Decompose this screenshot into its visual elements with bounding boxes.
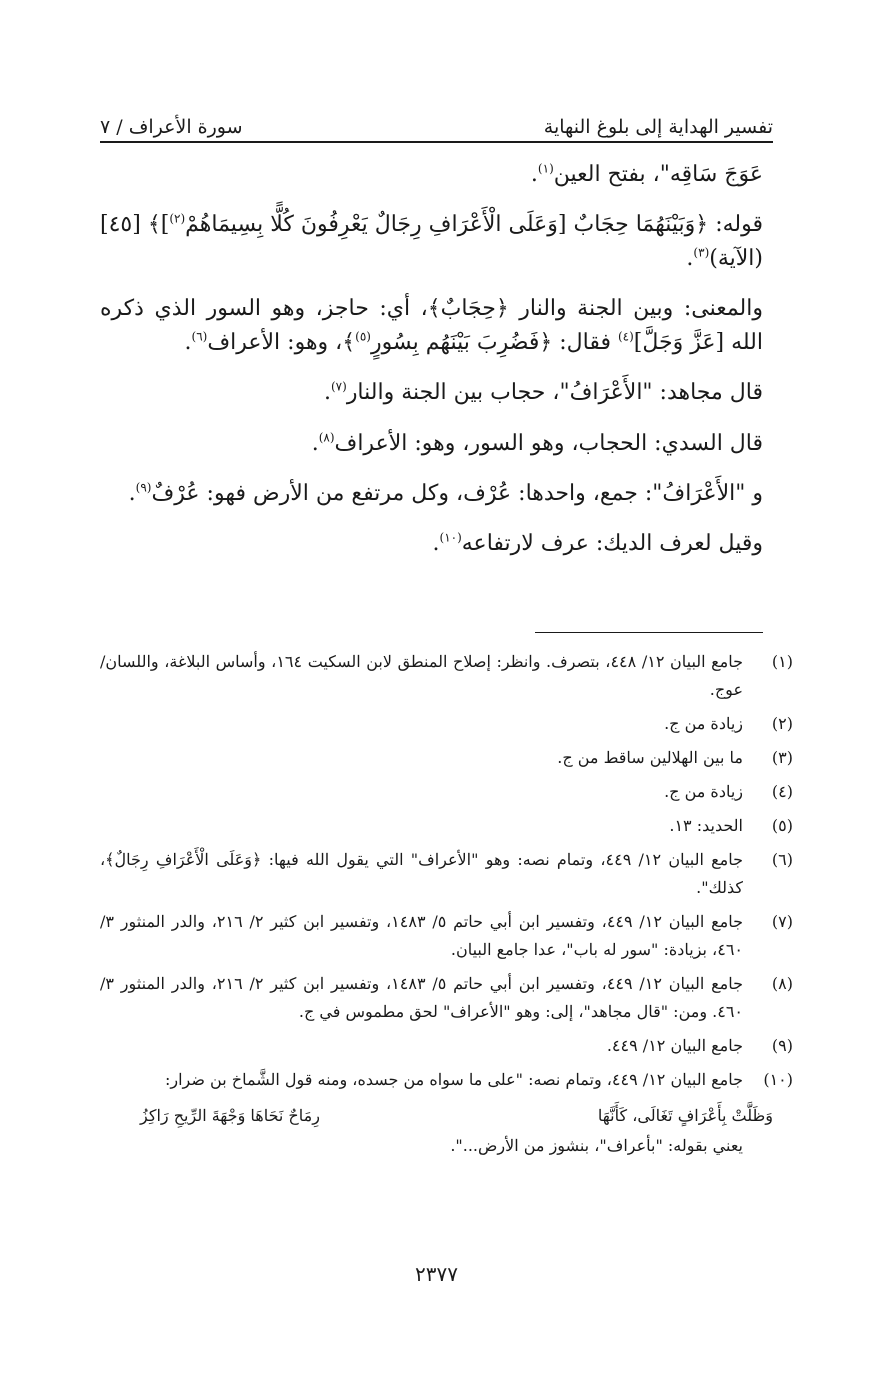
footnote-ref-4: (٤) [617, 330, 634, 345]
footnote-number: (٦) [771, 850, 793, 869]
paragraph-4: قال مجاهد: "الأَعْرَافُ"، حجاب بين الجنة والنار$^{(٧)}$. [323, 380, 763, 406]
footnote-10 [100, 1066, 793, 1094]
footnote-ref-2: (٢) [169, 211, 186, 226]
p6-text: و "الأَعْرَافُ": جمع، واحدها: عُرْف، وكل مرتفع من الأرض فهو: عُرْفٌ [151, 480, 763, 506]
p7-text: وقيل لعرف الديك: عرف لارتفاعه [461, 530, 763, 556]
header-surah: سورة الأعراف / ٧ [100, 116, 243, 138]
footnote-text: زيادة من ج. [664, 782, 743, 801]
main-text [100, 158, 763, 577]
footnotes [100, 648, 793, 1166]
paragraph-3: والمعنى: وبين الجنة والنار ﴿حِجَابٌ﴾، أي: حاجز، وهو السور الذي ذكره الله [عَزَّ وَجَلَّ]$^{(٤)}$ فقال: ﴿فَضُرِبَ بَيْنَهُم بِسُورٍ$^{(٥)}$﴾، وهو: الأعراف$^{(٦)}$. [100, 296, 763, 356]
footnote-separator [535, 632, 763, 633]
p2-text-b: ]﴾ [٤٥] (الآية) [100, 212, 763, 272]
footnote-6 [100, 846, 793, 902]
verse-hemistich-2: رِمَاحٌ نَحَاهَا وَجْهَةَ الرِّيحِ رَاكِزُ [140, 1106, 320, 1125]
footnote-ref-10: (١٠) [439, 530, 462, 545]
footnote-number: (٢) [771, 714, 793, 733]
footnote-ref-1: (١) [537, 161, 554, 176]
header-rule [100, 141, 773, 143]
footnote-text: جامع البيان ١٢/ ٤٤٩، وتمام نصه: وهو "الأعراف" التي يقول الله فيها: ﴿وَعَلَى الْأَعْرَافِ رِجَالٌ﴾، كذلك". [100, 850, 744, 897]
paragraph-5: قال السدي: الحجاب، وهو السور، وهو: الأعراف$^{(٨)}$. [311, 430, 763, 456]
footnote-8 [100, 970, 793, 1026]
footnote-2 [100, 710, 793, 738]
footnote-ref-3: (٣) [693, 245, 710, 260]
footnote-1 [100, 648, 793, 704]
footnote-number: (٩) [771, 1036, 793, 1055]
footnote-number: (٧) [771, 912, 793, 931]
footnote-text: زيادة من ج. [664, 714, 743, 733]
footnote-text: جامع البيان ١٢/ ٤٤٩، وتفسير ابن أبي حاتم ٥/ ١٤٨٣، وتفسير ابن كثير ٢/ ٢١٦، والدر المنثور ٣/ ٤٦٠، بزيادة: "سور له باب"، عدا جامع البيان. [100, 912, 744, 959]
footnote-text: الحديد: ١٣. [669, 816, 743, 835]
running-header [100, 98, 773, 138]
footnote-5 [100, 812, 793, 840]
footnote-9 [100, 1032, 793, 1060]
footnote-text: يعني بقوله: "بأعراف"، بنشوز من الأرض...". [450, 1136, 743, 1155]
footnote-ref-6: (٦) [191, 330, 208, 345]
footnote-7 [100, 908, 793, 964]
footnote-number: (٤) [771, 782, 793, 801]
p3-text-a: والمعنى: وبين الجنة والنار ﴿حِجَابٌ﴾، أي: حاجز، وهو السور الذي ذكره الله [عَزَّ وَجَلَّ] [100, 296, 763, 356]
footnote-10-tail [100, 1132, 793, 1160]
p3-text-c: ﴾، وهو: الأعراف [207, 330, 356, 356]
footnote-number: (٥) [771, 816, 793, 835]
verse-hemistich-1: وَظَلَّتْ بِأَعْرَافٍ تَغَالَى، كَأَنَّهَا [597, 1106, 773, 1125]
footnote-number: (٨) [771, 974, 793, 993]
footnote-text: جامع البيان ١٢/ ٤٤٩. [606, 1036, 743, 1055]
paragraph-1: عَوَجَ سَاقِه"، بفتح العين$^{(١)}$. [530, 161, 763, 187]
paragraph-6: و "الأَعْرَافُ": جمع، واحدها: عُرْف، وكل مرتفع من الأرض فهو: عُرْفٌ$^{(٩)}$. [128, 480, 763, 506]
footnote-3 [100, 744, 793, 772]
footnote-text: ما بين الهلالين ساقط من ج. [557, 748, 743, 767]
paragraph-2: قوله: ﴿وَبَيْنَهُمَا حِجَابٌ [وَعَلَى الْأَعْرَافِ رِجَالٌ يَعْرِفُونَ كُلًّا بِسِيمَاهُمْ$^{(٢)}$]﴾ [٤٥] (الآية)$^{(٣)}$. [100, 211, 763, 272]
p4-text: قال مجاهد: "الأَعْرَافُ"، حجاب بين الجنة والنار [346, 380, 763, 406]
p2-text-a: قوله: ﴿وَبَيْنَهُمَا حِجَابٌ [وَعَلَى الْأَعْرَافِ رِجَالٌ يَعْرِفُونَ كُلًّا بِسِيمَاهُمْ [185, 212, 763, 238]
p5-text: قال السدي: الحجاب، وهو السور، وهو: الأعراف [334, 430, 763, 456]
footnote-ref-7: (٧) [330, 380, 347, 395]
poem-verse [100, 1100, 793, 1132]
footnote-text: جامع البيان ١٢/ ٤٤٩، وتفسير ابن أبي حاتم ٥/ ١٤٨٣، وتفسير ابن كثير ٢/ ٢١٦، والدر المنثور ٣/ ٤٦٠. ومن: "قال مجاهد"، إلى: وهو "الأعراف" لحق مطموس في ج. [100, 974, 744, 1021]
footnote-number: (١٠) [763, 1070, 793, 1089]
p1-text: عَوَجَ سَاقِه"، بفتح العين [553, 162, 763, 187]
footnote-tail-indent [743, 1132, 793, 1160]
footnote-ref-9: (٩) [135, 480, 152, 495]
footnote-text: جامع البيان ١٢/ ٤٤٩، وتمام نصه: "على ما سواه من جسده، ومنه قول الشَّماخ بن ضرار: [164, 1070, 743, 1089]
footnote-number: (١) [771, 652, 793, 671]
paragraph-7: وقيل لعرف الديك: عرف لارتفاعه$^{(١٠)}$. [432, 530, 763, 556]
footnote-text: جامع البيان ١٢/ ٤٤٨، بتصرف. وانظر: إصلاح المنطق لابن السكيت ١٦٤، وأساس البلاغة، واللسان/ عوج. [100, 652, 744, 699]
header-book-title: تفسير الهداية إلى بلوغ النهاية [543, 116, 773, 138]
p3-text-b: فقال: ﴿فَضُرِبَ بَيْنَهُم بِسُورٍ [370, 330, 618, 356]
footnote-ref-8: (٨) [318, 430, 335, 445]
footnote-4 [100, 778, 793, 806]
footnote-ref-5: (٥) [355, 330, 371, 345]
footnote-number: (٣) [771, 748, 793, 767]
page-number: ٢٣٧٧ [415, 1262, 458, 1286]
